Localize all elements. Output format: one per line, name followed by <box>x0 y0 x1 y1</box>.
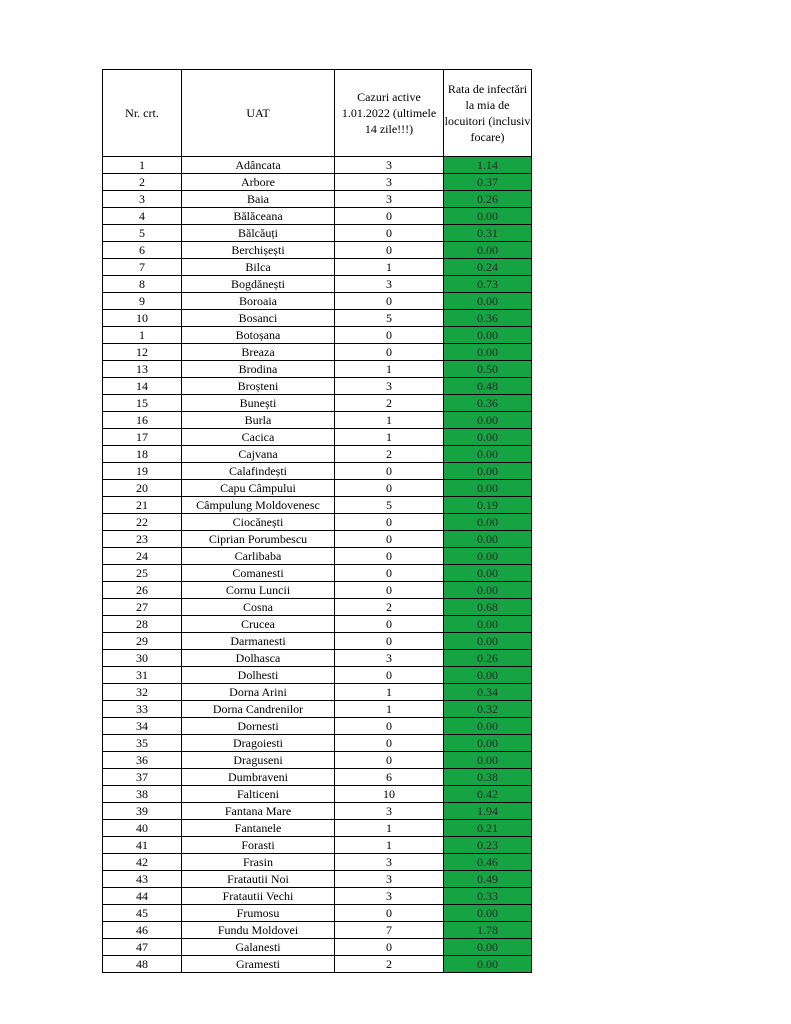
cell-uat: Galanesti <box>182 939 335 956</box>
cell-cases: 0 <box>335 242 444 259</box>
cell-cases: 1 <box>335 429 444 446</box>
cell-cases: 1 <box>335 837 444 854</box>
cell-nr: 40 <box>103 820 182 837</box>
cell-nr: 32 <box>103 684 182 701</box>
cell-nr: 26 <box>103 582 182 599</box>
cell-uat: Frasin <box>182 854 335 871</box>
cell-cases: 0 <box>335 752 444 769</box>
cell-rate: 0.00 <box>444 616 532 633</box>
cell-uat: Draguseni <box>182 752 335 769</box>
cell-uat: Cacica <box>182 429 335 446</box>
cell-uat: Fantanele <box>182 820 335 837</box>
table-row <box>103 871 532 888</box>
table-row <box>103 718 532 735</box>
table-row <box>103 854 532 871</box>
cell-rate: 0.00 <box>444 514 532 531</box>
header-nr: Nr. crt. <box>103 70 182 157</box>
cell-rate: 1.78 <box>444 922 532 939</box>
table-row <box>103 939 532 956</box>
table-row <box>103 446 532 463</box>
cell-rate: 0.00 <box>444 956 532 973</box>
cases-table <box>102 69 532 973</box>
cell-uat: Dumbraveni <box>182 769 335 786</box>
cell-uat: Cosna <box>182 599 335 616</box>
table-row <box>103 616 532 633</box>
cell-uat: Dorna Candrenilor <box>182 701 335 718</box>
header-cases: Cazuri active 1.01.2022 (ultimele 14 zile!!!) <box>335 70 444 157</box>
table-row <box>103 735 532 752</box>
cell-rate: 0.00 <box>444 412 532 429</box>
cell-rate: 0.00 <box>444 293 532 310</box>
cell-nr: 13 <box>103 361 182 378</box>
cell-uat: Dornesti <box>182 718 335 735</box>
table-row <box>103 310 532 327</box>
cell-rate: 0.00 <box>444 344 532 361</box>
cell-rate: 0.00 <box>444 905 532 922</box>
cell-cases: 0 <box>335 327 444 344</box>
cell-cases: 0 <box>335 531 444 548</box>
table-row <box>103 803 532 820</box>
cell-uat: Cajvana <box>182 446 335 463</box>
cell-nr: 23 <box>103 531 182 548</box>
cell-cases: 0 <box>335 718 444 735</box>
cell-uat: Dorna Arini <box>182 684 335 701</box>
table-row <box>103 208 532 225</box>
table-row <box>103 225 532 242</box>
cell-rate: 0.49 <box>444 871 532 888</box>
cell-cases: 1 <box>335 820 444 837</box>
cell-nr: 31 <box>103 667 182 684</box>
cell-cases: 0 <box>335 616 444 633</box>
cell-cases: 0 <box>335 208 444 225</box>
table-row <box>103 395 532 412</box>
cell-rate: 0.50 <box>444 361 532 378</box>
cell-cases: 0 <box>335 225 444 242</box>
table-row <box>103 429 532 446</box>
cell-cases: 7 <box>335 922 444 939</box>
cell-rate: 0.68 <box>444 599 532 616</box>
cell-rate: 0.38 <box>444 769 532 786</box>
table-row <box>103 905 532 922</box>
cell-rate: 1.94 <box>444 803 532 820</box>
table-row <box>103 361 532 378</box>
cell-uat: Forasti <box>182 837 335 854</box>
cell-rate: 0.73 <box>444 276 532 293</box>
cell-uat: Baia <box>182 191 335 208</box>
table-row <box>103 684 532 701</box>
cell-nr: 2 <box>103 174 182 191</box>
table-row <box>103 701 532 718</box>
cell-rate: 0.00 <box>444 446 532 463</box>
cell-nr: 12 <box>103 344 182 361</box>
cell-cases: 0 <box>335 344 444 361</box>
cell-uat: Carlibaba <box>182 548 335 565</box>
cell-nr: 34 <box>103 718 182 735</box>
cell-rate: 0.00 <box>444 718 532 735</box>
cell-nr: 16 <box>103 412 182 429</box>
table-row <box>103 922 532 939</box>
table-row <box>103 531 532 548</box>
cell-cases: 6 <box>335 769 444 786</box>
cell-uat: Darmanesti <box>182 633 335 650</box>
table-row <box>103 259 532 276</box>
cell-nr: 7 <box>103 259 182 276</box>
table-row <box>103 174 532 191</box>
cell-nr: 46 <box>103 922 182 939</box>
cell-rate: 0.00 <box>444 480 532 497</box>
cell-nr: 41 <box>103 837 182 854</box>
cell-cases: 1 <box>335 412 444 429</box>
cell-rate: 0.23 <box>444 837 532 854</box>
table-row <box>103 548 532 565</box>
table-row <box>103 888 532 905</box>
table-header <box>103 70 532 157</box>
cell-cases: 3 <box>335 871 444 888</box>
cell-rate: 0.00 <box>444 548 532 565</box>
cell-nr: 35 <box>103 735 182 752</box>
cell-uat: Adâncata <box>182 157 335 174</box>
cell-nr: 20 <box>103 480 182 497</box>
cell-uat: Broșteni <box>182 378 335 395</box>
table-row <box>103 242 532 259</box>
cell-nr: 24 <box>103 548 182 565</box>
cell-nr: 8 <box>103 276 182 293</box>
cell-rate: 0.48 <box>444 378 532 395</box>
cell-uat: Botoșana <box>182 327 335 344</box>
cell-nr: 21 <box>103 497 182 514</box>
cell-cases: 5 <box>335 310 444 327</box>
cell-uat: Fratautii Noi <box>182 871 335 888</box>
cell-cases: 3 <box>335 378 444 395</box>
table-row <box>103 327 532 344</box>
cell-rate: 0.26 <box>444 191 532 208</box>
table-row <box>103 752 532 769</box>
cell-rate: 0.00 <box>444 633 532 650</box>
table-row <box>103 412 532 429</box>
cell-cases: 3 <box>335 888 444 905</box>
cell-uat: Ciprian Porumbescu <box>182 531 335 548</box>
table-row <box>103 565 532 582</box>
cell-rate: 0.31 <box>444 225 532 242</box>
cell-uat: Boroaia <box>182 293 335 310</box>
cell-cases: 1 <box>335 259 444 276</box>
cell-cases: 0 <box>335 905 444 922</box>
table-row <box>103 463 532 480</box>
cell-nr: 9 <box>103 293 182 310</box>
cell-nr: 3 <box>103 191 182 208</box>
cell-cases: 0 <box>335 633 444 650</box>
cell-nr: 18 <box>103 446 182 463</box>
cell-nr: 10 <box>103 310 182 327</box>
cell-cases: 1 <box>335 361 444 378</box>
cell-rate: 0.26 <box>444 650 532 667</box>
cell-nr: 4 <box>103 208 182 225</box>
cell-uat: Comanesti <box>182 565 335 582</box>
cell-nr: 5 <box>103 225 182 242</box>
cell-nr: 30 <box>103 650 182 667</box>
cell-cases: 2 <box>335 446 444 463</box>
cell-nr: 19 <box>103 463 182 480</box>
cell-cases: 3 <box>335 174 444 191</box>
header-row <box>103 70 532 157</box>
cell-uat: Bogdănești <box>182 276 335 293</box>
cell-nr: 43 <box>103 871 182 888</box>
cell-rate: 0.21 <box>444 820 532 837</box>
cell-rate: 1.14 <box>444 157 532 174</box>
cell-uat: Dolhesti <box>182 667 335 684</box>
cell-cases: 0 <box>335 514 444 531</box>
cell-rate: 0.33 <box>444 888 532 905</box>
cell-cases: 10 <box>335 786 444 803</box>
table-body <box>103 157 532 973</box>
table-row <box>103 769 532 786</box>
header-rate: Rata de infectări la mia de locuitori (inclusiv focare) <box>444 70 532 157</box>
table-row <box>103 820 532 837</box>
table-row <box>103 480 532 497</box>
cell-rate: 0.00 <box>444 735 532 752</box>
cell-rate: 0.00 <box>444 429 532 446</box>
cell-cases: 1 <box>335 684 444 701</box>
cell-uat: Bosanci <box>182 310 335 327</box>
cell-rate: 0.24 <box>444 259 532 276</box>
cell-rate: 0.00 <box>444 667 532 684</box>
cell-cases: 3 <box>335 650 444 667</box>
table-row <box>103 276 532 293</box>
table-row <box>103 786 532 803</box>
table-row <box>103 956 532 973</box>
cell-rate: 0.00 <box>444 565 532 582</box>
cell-uat: Dragoiesti <box>182 735 335 752</box>
cell-uat: Fratautii Vechi <box>182 888 335 905</box>
cell-nr: 25 <box>103 565 182 582</box>
cell-cases: 0 <box>335 463 444 480</box>
cell-nr: 38 <box>103 786 182 803</box>
cell-rate: 0.37 <box>444 174 532 191</box>
cell-cases: 3 <box>335 276 444 293</box>
table-row <box>103 344 532 361</box>
cell-nr: 6 <box>103 242 182 259</box>
cell-rate: 0.00 <box>444 531 532 548</box>
cell-rate: 0.34 <box>444 684 532 701</box>
cell-uat: Bilca <box>182 259 335 276</box>
cell-cases: 3 <box>335 854 444 871</box>
table-row <box>103 667 532 684</box>
cell-nr: 28 <box>103 616 182 633</box>
cell-nr: 1 <box>103 327 182 344</box>
cell-cases: 3 <box>335 157 444 174</box>
cell-nr: 17 <box>103 429 182 446</box>
cell-cases: 0 <box>335 735 444 752</box>
cell-uat: Cornu Luncii <box>182 582 335 599</box>
table-row <box>103 157 532 174</box>
table-row <box>103 633 532 650</box>
cell-uat: Câmpulung Moldovenesc <box>182 497 335 514</box>
table-row <box>103 582 532 599</box>
cell-rate: 0.00 <box>444 463 532 480</box>
cell-rate: 0.42 <box>444 786 532 803</box>
cell-uat: Bunești <box>182 395 335 412</box>
cell-nr: 44 <box>103 888 182 905</box>
cell-nr: 45 <box>103 905 182 922</box>
cell-rate: 0.00 <box>444 939 532 956</box>
cell-nr: 29 <box>103 633 182 650</box>
cell-cases: 1 <box>335 701 444 718</box>
cell-uat: Calafindești <box>182 463 335 480</box>
cell-uat: Breaza <box>182 344 335 361</box>
cell-uat: Ciocănești <box>182 514 335 531</box>
cell-nr: 1 <box>103 157 182 174</box>
table-row <box>103 514 532 531</box>
table-row <box>103 650 532 667</box>
cell-rate: 0.00 <box>444 582 532 599</box>
cell-uat: Falticeni <box>182 786 335 803</box>
cell-rate: 0.00 <box>444 242 532 259</box>
cell-rate: 0.19 <box>444 497 532 514</box>
cell-cases: 3 <box>335 803 444 820</box>
cell-uat: Fantana Mare <box>182 803 335 820</box>
cell-uat: Bălcăuți <box>182 225 335 242</box>
cell-cases: 0 <box>335 293 444 310</box>
cell-uat: Gramesti <box>182 956 335 973</box>
cell-nr: 15 <box>103 395 182 412</box>
cell-cases: 2 <box>335 395 444 412</box>
cell-uat: Burla <box>182 412 335 429</box>
cell-rate: 0.32 <box>444 701 532 718</box>
cell-nr: 36 <box>103 752 182 769</box>
cell-rate: 0.36 <box>444 395 532 412</box>
cell-rate: 0.46 <box>444 854 532 871</box>
cell-nr: 42 <box>103 854 182 871</box>
table-row <box>103 599 532 616</box>
table-row <box>103 378 532 395</box>
cell-rate: 0.00 <box>444 327 532 344</box>
cell-rate: 0.00 <box>444 208 532 225</box>
cell-uat: Dolhasca <box>182 650 335 667</box>
cell-cases: 0 <box>335 548 444 565</box>
cell-nr: 14 <box>103 378 182 395</box>
cell-uat: Fundu Moldovei <box>182 922 335 939</box>
table-row <box>103 837 532 854</box>
cell-cases: 3 <box>335 191 444 208</box>
table-row <box>103 293 532 310</box>
cell-nr: 47 <box>103 939 182 956</box>
cell-uat: Bălăceana <box>182 208 335 225</box>
cell-cases: 0 <box>335 480 444 497</box>
table-row <box>103 191 532 208</box>
table-row <box>103 497 532 514</box>
cell-uat: Arbore <box>182 174 335 191</box>
cell-nr: 33 <box>103 701 182 718</box>
cell-nr: 37 <box>103 769 182 786</box>
cell-cases: 0 <box>335 667 444 684</box>
cell-nr: 48 <box>103 956 182 973</box>
cell-cases: 5 <box>335 497 444 514</box>
cell-uat: Crucea <box>182 616 335 633</box>
cell-rate: 0.36 <box>444 310 532 327</box>
cell-nr: 22 <box>103 514 182 531</box>
cell-cases: 2 <box>335 599 444 616</box>
cell-nr: 39 <box>103 803 182 820</box>
cell-nr: 27 <box>103 599 182 616</box>
header-uat: UAT <box>182 70 335 157</box>
cell-cases: 0 <box>335 565 444 582</box>
cell-uat: Frumosu <box>182 905 335 922</box>
cell-uat: Berchișești <box>182 242 335 259</box>
cell-uat: Capu Câmpului <box>182 480 335 497</box>
cell-cases: 0 <box>335 939 444 956</box>
cell-rate: 0.00 <box>444 752 532 769</box>
cell-uat: Brodina <box>182 361 335 378</box>
cell-cases: 0 <box>335 582 444 599</box>
cell-cases: 2 <box>335 956 444 973</box>
